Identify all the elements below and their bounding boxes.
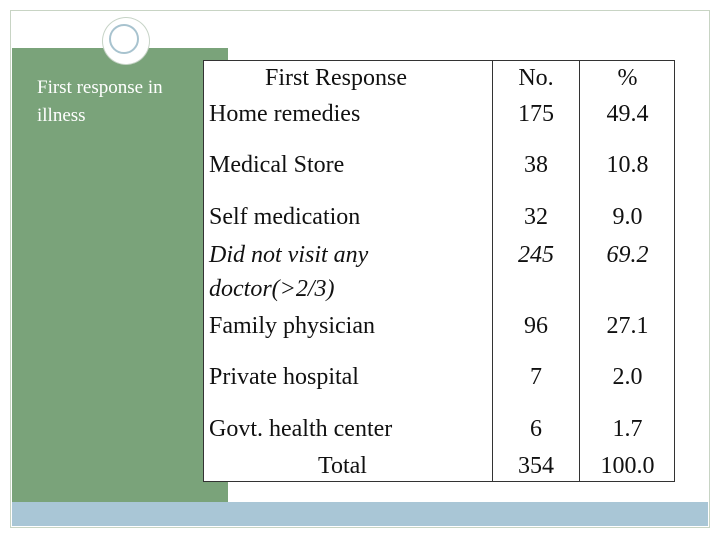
header-percent: %: [617, 65, 638, 91]
row-percent: 9.0: [612, 204, 643, 230]
row-percent: 69.2: [606, 242, 649, 268]
row-number: 6: [530, 416, 542, 442]
row-label: Govt. health center: [209, 416, 393, 442]
row-label: Home remedies: [209, 101, 361, 127]
row-percent: 27.1: [606, 313, 649, 339]
row-label-line1: Did not visit any: [209, 242, 369, 268]
sidebar-title: First response in illness: [37, 77, 163, 126]
row-percent: 1.7: [612, 416, 643, 442]
row-label: Family physician: [209, 313, 375, 339]
row-number: 175: [518, 101, 554, 127]
row-label: Private hospital: [209, 364, 359, 390]
total-label: Total: [318, 453, 367, 479]
row-number: 96: [524, 313, 548, 339]
footer-band: [12, 502, 708, 526]
row-percent: 2.0: [612, 364, 643, 390]
row-percent: 49.4: [606, 101, 649, 127]
header-number: No.: [518, 65, 554, 91]
total-number: 354: [518, 453, 554, 479]
row-label-line2: doctor(>2/3): [209, 276, 335, 302]
row-number: 7: [530, 364, 542, 390]
row-label: Medical Store: [209, 152, 345, 178]
row-number: 32: [524, 204, 548, 230]
row-percent: 10.8: [606, 152, 649, 178]
row-label: Self medication: [209, 204, 361, 230]
ring-ornament-icon: [103, 18, 149, 64]
total-percent: 100.0: [600, 453, 655, 479]
row-number: 38: [524, 152, 548, 178]
row-number: 245: [518, 242, 554, 268]
header-first-response: First Response: [265, 65, 408, 91]
